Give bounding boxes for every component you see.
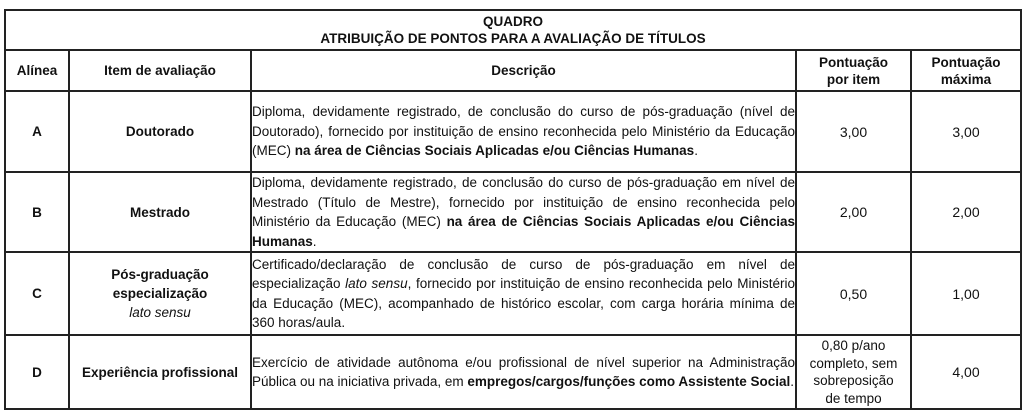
header-alinea: Alínea — [5, 50, 69, 91]
header-pontuacao-max-l2: máxima — [940, 71, 992, 87]
table-row — [5, 91, 1021, 172]
cell-item: Mestrado — [69, 172, 251, 252]
cell-alinea: C — [5, 252, 69, 335]
item-line-2: especialização — [112, 286, 208, 301]
pontuacao-item-line-1: 0,80 p/ano — [821, 338, 886, 353]
desc-text: Exercício de atividade autônoma e/ou profissional de nível superior na Administração Pública ou na iniciativa privada, em — [252, 354, 795, 389]
desc-text: Diploma, devidamente registrado, de conclusão do curso de pós-graduação (nível de Doutorado), fornecido por instituição de ensino reconhecida pelo Ministério da Educação (MEC) — [252, 104, 795, 159]
desc-end: . — [312, 233, 317, 249]
pontuacao-item-line-3: sobreposição — [813, 373, 894, 388]
cell-alinea: A — [5, 91, 69, 172]
table-row — [5, 172, 1021, 252]
cell-pontuacao-max: 2,00 — [911, 172, 1021, 252]
header-item: Item de avaliação — [69, 50, 251, 91]
cell-item: Experiência profissional — [69, 335, 251, 409]
table-row — [5, 252, 1021, 335]
table-title — [5, 10, 1021, 50]
desc-end: . — [790, 374, 794, 389]
cell-pontuacao-item: 2,00 — [796, 172, 911, 252]
desc-bold-text: empregos/cargos/funções como Assistente Social — [467, 374, 791, 389]
pontuacao-item-line-2: completo, sem — [809, 355, 898, 371]
title-line-1: QUADRO — [483, 14, 543, 29]
cell-pontuacao-max: 3,00 — [911, 91, 1021, 172]
cell-pontuacao-max: 1,00 — [911, 252, 1021, 335]
header-pontuacao-item-l1: Pontuação — [818, 54, 888, 70]
header-pontuacao-max — [911, 50, 1021, 91]
desc-bold-text: na área de Ciências Sociais Aplicadas e/ou Ciências Humanas — [252, 214, 795, 249]
title-line-2: ATRIBUIÇÃO DE PONTOS PARA A AVALIAÇÃO DE TÍTULOS — [320, 31, 706, 46]
points-table — [4, 9, 1022, 410]
item-line-3: lato sensu — [129, 305, 191, 320]
cell-pontuacao-item: 3,00 — [796, 91, 911, 172]
header-pontuacao-item — [796, 50, 911, 91]
desc-text: Diploma, devidamente registrado, de conclusão do curso de pós-graduação em nível de Mestrado (Título de Mestre), fornecido por instituição de ensino reconhecida pelo Ministério da Educação (MEC) — [252, 175, 795, 229]
desc-text: Certificado/declaração de conclusão de curso de pós-graduação em nível de especialização — [252, 256, 795, 291]
desc-italic-text: lato sensu — [345, 276, 408, 291]
cell-pontuacao-item: 0,50 — [796, 252, 911, 335]
header-descricao: Descrição — [251, 50, 796, 91]
header-row — [5, 50, 1021, 91]
cell-descricao — [251, 252, 796, 335]
cell-item: Doutorado — [69, 91, 251, 172]
header-pontuacao-item-l2: por item — [826, 71, 881, 87]
cell-descricao — [251, 172, 796, 252]
desc-end: . — [694, 143, 698, 159]
cell-descricao — [251, 91, 796, 172]
header-pontuacao-max-l1: Pontuação — [931, 54, 1001, 70]
item-line-1: Pós-graduação — [111, 267, 209, 282]
desc-text-2: , fornecido por instituição de ensino reconhecida pelo Ministério da Educação (MEC), acompanhado de histórico escolar, com carga horária mínima de 360 horas/aula. — [252, 276, 795, 330]
cell-descricao — [251, 335, 796, 409]
table-row — [5, 335, 1021, 409]
pontuacao-item-line-4: de tempo — [825, 390, 882, 406]
desc-bold-text: na área de Ciências Sociais Aplicadas e/ou Ciências Humanas — [294, 143, 695, 159]
cell-pontuacao-item — [796, 335, 911, 409]
title-row — [5, 10, 1021, 50]
cell-pontuacao-max: 4,00 — [911, 335, 1021, 409]
cell-item — [69, 252, 251, 335]
cell-alinea: B — [5, 172, 69, 252]
cell-alinea: D — [5, 335, 69, 409]
